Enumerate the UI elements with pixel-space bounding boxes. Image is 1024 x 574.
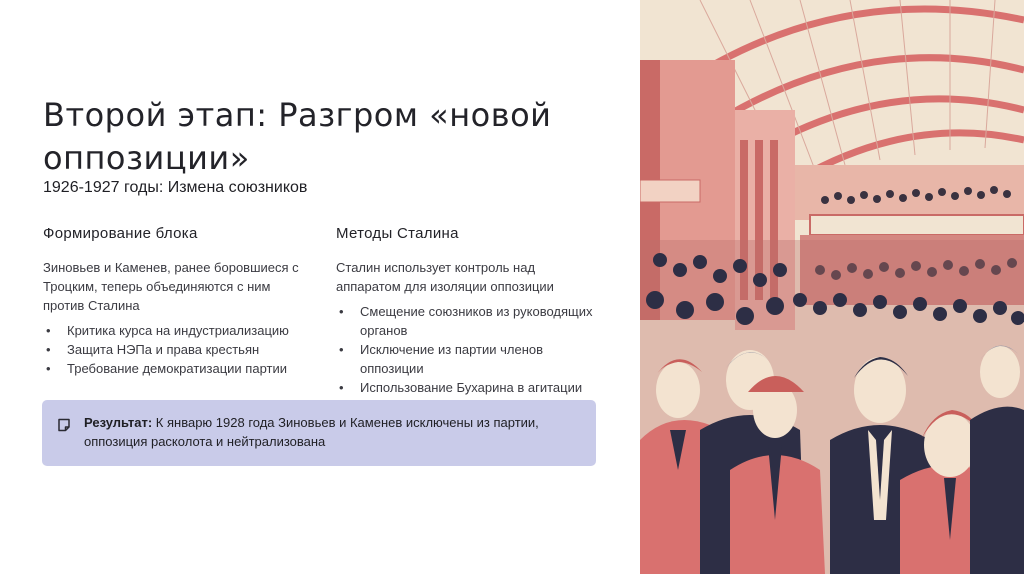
left-column — [43, 224, 308, 378]
bullet-item: • Исключение из партии членов оппозиции — [336, 340, 601, 378]
left-column-text: Зиновьев и Каменев, ранее боровшиеся с Троцким, теперь объединяются с ним против Сталина — [43, 260, 299, 313]
bullet-item: • Защита НЭПа и права крестьян — [43, 340, 308, 359]
slide-subtitle: 1926-1927 годы: Измена союзников — [43, 179, 308, 196]
right-column — [336, 224, 601, 397]
result-body: К январю 1928 года Зиновьев и Каменев исключены из партии, оппозиция расколота и нейтрализована — [84, 415, 539, 449]
result-label: Результат: — [84, 415, 153, 430]
bullet-item: • Требование демократизации партии — [43, 359, 308, 378]
right-column-bullets — [336, 302, 601, 397]
right-column-text: Сталин использует контроль над аппаратом для изоляции оппозиции — [336, 260, 554, 294]
bullet-item: • Критика курса на индустриализацию — [43, 321, 308, 340]
slide-title: Второй этап: Разгром «новой оппозиции» — [43, 96, 552, 177]
left-column-heading: Формирование блока — [43, 225, 198, 242]
note-icon — [57, 418, 71, 432]
congress-hall-illustration — [640, 0, 1024, 574]
result-callout — [42, 400, 596, 466]
right-column-heading: Методы Сталина — [336, 225, 459, 242]
bullet-item: • Смещение союзников из руководящих органов — [336, 302, 601, 340]
bullet-item: • Использование Бухарина в агитации — [336, 378, 601, 397]
result-text — [84, 413, 574, 451]
left-column-bullets — [43, 321, 308, 378]
